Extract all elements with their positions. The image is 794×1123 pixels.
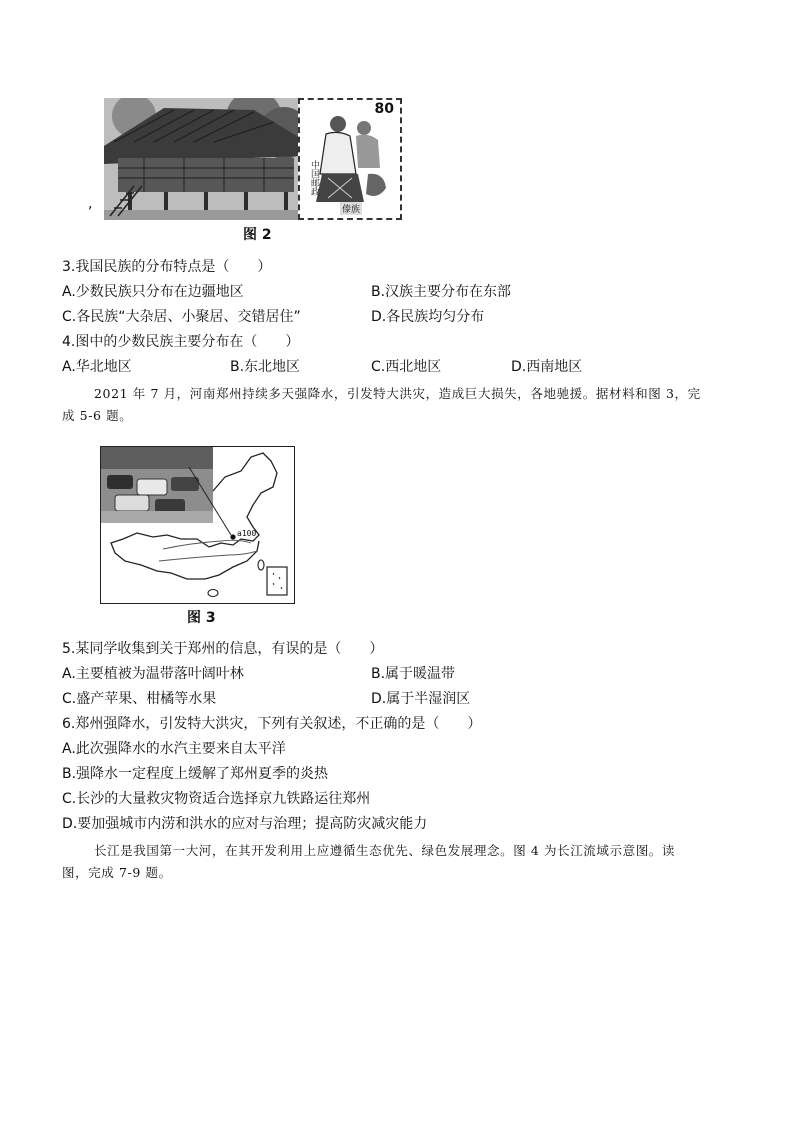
stilt-house-photo [104, 98, 300, 220]
passage-1-line-1: 2021 年 7 月，河南郑州持续多天强降水，引发特大洪灾，造成巨大损失，各地驰援。据材料和图 3，完 [94, 386, 701, 401]
passage-2-line-2: 图，完成 7-9 题。 [62, 865, 172, 880]
question-3-option-a: A.少数民族只分布在边疆地区 [62, 284, 244, 300]
figure-3 [100, 446, 295, 604]
china-map-drawing [101, 447, 294, 603]
question-5-option-b: B.属于暖温带 [371, 666, 456, 682]
question-3-stem: 3.我国民族的分布特点是（ ） [62, 259, 272, 275]
question-6-option-b: B.强降水一定程度上缓解了郑州夏季的炎热 [62, 766, 329, 782]
question-5-stem: 5.某同学收集到关于郑州的信息，有误的是（ ） [62, 641, 384, 657]
question-5-option-a: A.主要植被为温带落叶阔叶林 [62, 666, 244, 682]
question-5-option-c: C.盛产苹果、柑橘等水果 [62, 691, 217, 707]
passage-2-line-1: 长江是我国第一大河，在其开发利用上应遵循生态优先、绿色发展理念。图 4 为长江流域示意图。读 [94, 843, 676, 858]
question-3-option-d: D.各民族均匀分布 [371, 309, 485, 325]
question-4-option-a: A.华北地区 [62, 359, 132, 375]
question-3-option-b: B.汉族主要分布在东部 [371, 284, 512, 300]
stamp-country: 中国邮政 [309, 160, 319, 196]
dai-stamp [298, 98, 402, 220]
figure-3-caption: 图 3 [187, 610, 216, 626]
stamp-label: 傣族 [340, 202, 362, 215]
question-6-stem: 6.郑州强降水，引发特大洪灾，下列有关叙述，不正确的是（ ） [62, 716, 482, 732]
passage-1-line-2: 成 5-6 题。 [62, 408, 133, 423]
stilt-house-drawing [104, 98, 300, 220]
question-4-stem: 4.图中的少数民族主要分布在（ ） [62, 334, 300, 350]
question-4-option-b: B.东北地区 [230, 359, 301, 375]
zhengzhou-marker-label: a100 [237, 529, 257, 538]
question-4-option-c: C.西北地区 [371, 359, 442, 375]
question-6-option-d: D.要加强城市内涝和洪水的应对与治理；提高防灾减灾能力 [62, 816, 428, 832]
figure-2-caption: 图 2 [243, 227, 272, 243]
question-3-option-c: C.各民族“大杂居、小聚居、交错居住” [62, 309, 301, 325]
question-4-option-d: D.西南地区 [511, 359, 583, 375]
question-6-option-c: C.长沙的大量救灾物资适合选择京九铁路运往郑州 [62, 791, 371, 807]
stamp-value: 80 [374, 101, 394, 117]
question-6-option-a: A.此次强降水的水汽主要来自太平洋 [62, 741, 286, 757]
figure-2-comma: , [88, 196, 93, 212]
question-5-option-d: D.属于半湿润区 [371, 691, 471, 707]
